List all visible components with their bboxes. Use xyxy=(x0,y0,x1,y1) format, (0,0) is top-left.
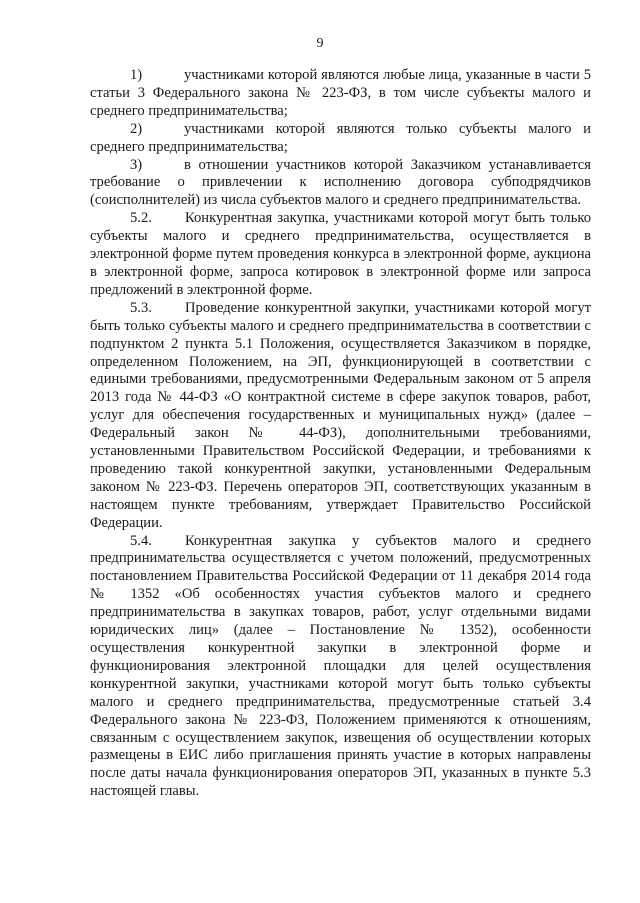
document-body xyxy=(90,67,591,801)
item-number: 3) xyxy=(130,156,143,173)
list-item xyxy=(90,67,591,121)
clause-number: 5.3. xyxy=(130,299,152,316)
clause-text: Конкурентная закупка у субъектов малого и среднего предпринимательства осуществляется с учетом положений, предусмотренных постановлением Правительства Российской Федерации от 11 декабря 2014 года № 1352 «Об особенностях участия субъектов малого и среднего предпринимательства в закупках товаров, работ, услуг отдельными видами юридических лиц» (далее – Постановление № 1352), особенности осуществления конкурентной закупки в электронной форме и функционирования электронной площадки для целей осуществления конкурентной закупки, участниками которой могут быть только субъекты малого и среднего предпринимательства, предусмотренные статьей 3.4 Федерального закона № 223-ФЗ, Положением применяются к отношениям, связанным с осуществлением закупок, извещения об осуществлении которых размещены в ЕИС либо приглашения принять участие в которых направлены после даты начала функционирования операторов ЭП, указанных в пункте 5.3 настоящей главы. xyxy=(90,532,591,800)
clause-text: Проведение конкурентной закупки, участниками которой могут быть только субъекты малого и среднего предпринимательства в соответствии с подпунктом 2 пункта 5.1 Положения, осуществляется Заказчиком в порядке, определенном Положением, на ЭП, функционирующей в соответствии с едиными требованиями, предусмотренными Федеральным законом от 5 апреля 2013 года № 44-ФЗ «О контрактной системе в сфере закупок товаров, работ, услуг для обеспечения государственных и муниципальных нужд» (далее – Федеральный закон № 44-ФЗ), дополнительными требованиями, установленными Правительством Российской Федерации, и требованиями к проведению такой конкурентной закупки, установленными Федеральным законом № 223-ФЗ. Перечень операторов ЭП, соответствующих указанным в настоящем пункте требованиям, утверждает Правительство Российской Федерации. xyxy=(90,299,591,531)
clause-paragraph xyxy=(90,533,591,802)
clause-paragraph xyxy=(90,210,591,300)
clause-number: 5.4. xyxy=(130,532,152,549)
page-number: 9 xyxy=(316,36,324,51)
list-item xyxy=(90,121,591,157)
clause-number: 5.2. xyxy=(130,210,152,227)
list-item xyxy=(90,157,591,211)
clause-paragraph xyxy=(90,300,591,533)
item-number: 2) xyxy=(130,120,143,137)
item-text: участниками которой являются любые лица, указанные в части 5 статьи 3 Федерального закона № 223-ФЗ, в том числе субъекты малого и среднего предпринимательства; xyxy=(90,67,591,119)
item-number: 1) xyxy=(130,67,143,83)
item-text: в отношении участников которой Заказчиком устанавливается требование о привлечении к исполнению договора субподрядчиков (соисполнителей) из числа субъектов малого и среднего предпринимательства. xyxy=(90,156,591,209)
item-text: участниками которой являются только субъекты малого и среднего предпринимательства; xyxy=(90,120,591,155)
clause-text: Конкурентная закупка, участниками которой могут быть только субъекты малого и среднего предпринимательства, осуществляется в электронной форме путем проведения конкурса в электронной форме, аукциона в электронной форме, запроса котировок в электронной форме или запроса предложений в электронной форме. xyxy=(90,210,591,298)
